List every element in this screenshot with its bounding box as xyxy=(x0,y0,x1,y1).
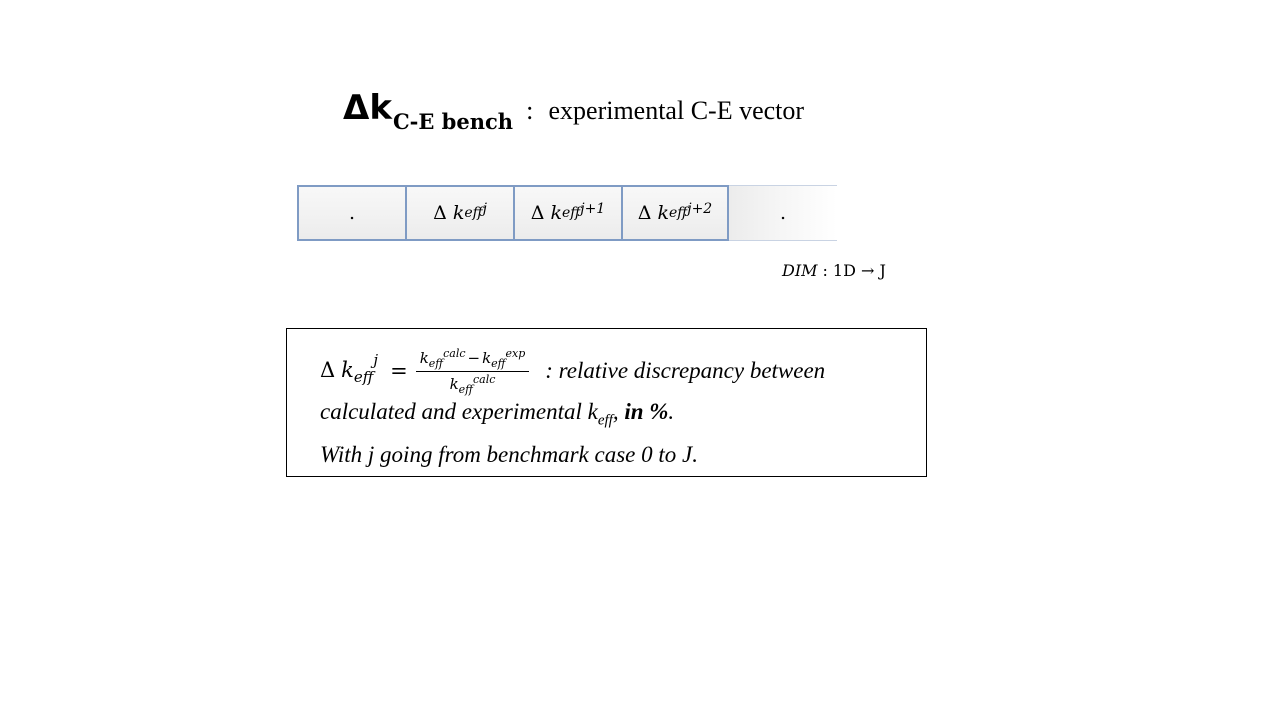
title xyxy=(343,88,804,138)
delta-symbol: Δ xyxy=(320,358,336,383)
vector-cell-ellipsis-end xyxy=(729,185,837,241)
dim-target: J xyxy=(879,261,886,280)
dim-value: 1D xyxy=(832,261,856,280)
title-subscript: C-E bench xyxy=(392,109,514,134)
k-symbol: k xyxy=(657,202,670,224)
equals-sign: = xyxy=(390,359,408,383)
k-symbol: k xyxy=(449,374,459,393)
delta-symbol: Δ xyxy=(530,202,545,224)
vector-cell-text: . xyxy=(348,202,356,224)
definition-line-3: With j going from benchmark case 0 to J. xyxy=(320,442,698,467)
formula-description: : relative discrepancy between xyxy=(545,358,826,383)
minus-sign: − xyxy=(467,348,481,367)
superscript: j+2 xyxy=(687,201,713,217)
subscript: eff xyxy=(491,356,506,370)
superscript: calc xyxy=(472,372,496,386)
vector-cell-j xyxy=(405,185,513,241)
vector-cell-j-plus-2 xyxy=(621,185,729,241)
vector-row xyxy=(297,185,837,241)
vector-cell-text: . xyxy=(779,202,787,224)
k-symbol: k xyxy=(452,202,465,224)
dimension-label xyxy=(782,261,886,280)
definition-text: calculated and experimental k xyxy=(320,399,598,424)
dim-separator: : xyxy=(822,261,828,280)
subscript: eff xyxy=(353,368,374,387)
definition-emphasis: in % xyxy=(624,399,669,424)
title-colon: : xyxy=(526,96,534,125)
superscript: j xyxy=(373,351,379,370)
superscript: j+1 xyxy=(580,201,606,217)
subscript: eff xyxy=(597,412,613,429)
fraction xyxy=(416,347,530,396)
discrepancy-formula xyxy=(320,341,825,401)
vector-cell-j-plus-1 xyxy=(513,185,621,241)
delta-symbol: Δ xyxy=(637,202,652,224)
subscript: eff xyxy=(428,356,444,370)
fraction-denominator xyxy=(450,372,496,396)
dim-variable: DIM xyxy=(782,261,818,280)
definition-comma: , xyxy=(612,399,625,424)
title-description: experimental C-E vector xyxy=(548,96,805,125)
superscript: j xyxy=(482,201,487,217)
formula-lhs xyxy=(320,351,379,387)
subscript: eff xyxy=(458,382,473,396)
definition-box xyxy=(286,328,927,477)
subscript: eff xyxy=(464,205,483,221)
k-symbol: k xyxy=(550,202,563,224)
subscript: eff xyxy=(669,205,688,221)
k-symbol: k xyxy=(341,358,354,383)
k-symbol: k xyxy=(482,348,492,367)
arrow-right-icon: → xyxy=(861,261,875,280)
k-symbol: k xyxy=(419,348,429,367)
vector-cell-ellipsis-start xyxy=(297,185,405,241)
fraction-numerator xyxy=(416,347,530,372)
superscript: calc xyxy=(443,346,466,360)
definition-period: . xyxy=(668,399,675,424)
title-symbol: Δk xyxy=(343,88,392,128)
definition-line-2 xyxy=(320,399,674,430)
subscript: eff xyxy=(562,205,581,221)
superscript: exp xyxy=(505,346,526,360)
delta-symbol: Δ xyxy=(433,202,447,224)
